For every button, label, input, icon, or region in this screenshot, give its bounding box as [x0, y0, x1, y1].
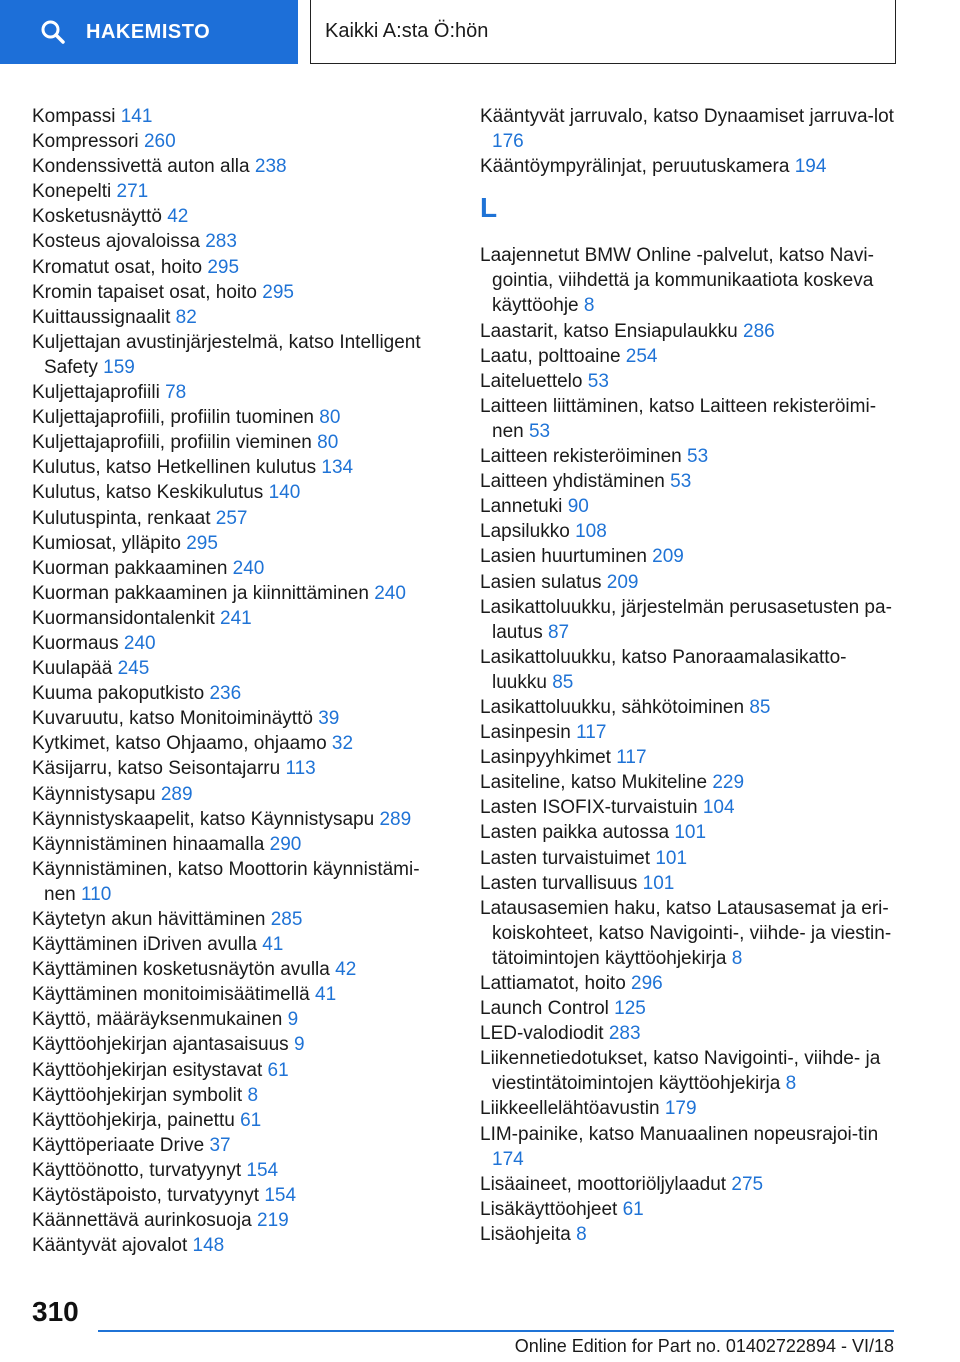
entry-term: Laajennetut BMW Online -palvelut, katso Navi-gointia, viihdettä ja kommunikaatiota koskeva käyttöohje — [480, 245, 874, 317]
entry-term: Käytetyn akun hävittäminen — [32, 909, 266, 930]
index-entry — [32, 656, 442, 681]
entry-page-link[interactable]: 240 — [232, 557, 265, 579]
entry-term: Kääntöympyrälinjat, peruutuskamera — [480, 156, 790, 178]
entry-page-link[interactable]: 159 — [103, 356, 135, 378]
entry-page-link[interactable]: 42 — [335, 959, 357, 981]
entry-page-link[interactable]: 41 — [262, 934, 284, 956]
entry-page-link[interactable]: 8 — [731, 947, 743, 969]
index-entry — [32, 1058, 442, 1083]
edition-footer: Online Edition for Part no. 01402722894 - VI/18 — [514, 1336, 894, 1356]
entry-page-link[interactable]: 85 — [552, 671, 574, 693]
index-entry — [32, 782, 442, 807]
entry-term: Kromin tapaiset osat, hoito — [32, 281, 257, 303]
entry-page-link[interactable]: 290 — [269, 833, 302, 855]
entry-term: Käyttöönotto, turvatyynyt — [32, 1159, 242, 1181]
index-list-l — [480, 243, 898, 1247]
entry-page-link[interactable]: 241 — [220, 607, 252, 629]
entry-term: Käyttäminen iDriven avulla — [32, 934, 257, 956]
search-tab[interactable] — [0, 0, 298, 64]
index-entry — [32, 330, 442, 380]
index-entry — [32, 506, 442, 531]
index-entry — [480, 745, 898, 770]
entry-term: Lasinpesin — [480, 722, 571, 744]
index-entry — [32, 1233, 442, 1258]
entry-page-link[interactable]: 289 — [160, 783, 193, 805]
entry-page-link[interactable]: 101 — [674, 822, 707, 844]
entry-term: Lasien sulatus — [480, 571, 602, 593]
entry-page-link[interactable]: 179 — [664, 1098, 697, 1120]
entry-page-link[interactable]: 9 — [287, 1009, 299, 1031]
search-tab-label: HAKEMISTO — [86, 20, 211, 43]
entry-term: Lasikattoluukku, katso Panoraamalasikatto-luukku — [480, 646, 847, 693]
entry-term: Käynnistyskaapelit, katso Käynnistysapu — [32, 808, 375, 830]
index-entry — [32, 1083, 442, 1108]
index-entry — [32, 932, 442, 957]
entry-page-link[interactable]: 78 — [165, 382, 187, 404]
entry-page-link[interactable]: 42 — [167, 206, 189, 228]
entry-page-link[interactable]: 285 — [270, 909, 303, 930]
index-entry — [32, 1183, 442, 1208]
entry-page-link[interactable]: 154 — [264, 1185, 297, 1207]
index-entry — [32, 280, 442, 305]
entry-term: Kuljettajaprofiili, profiilin tuominen — [32, 407, 314, 429]
entry-term: Käynnistäminen, katso Moottorin käynnistämi-nen — [32, 858, 420, 905]
page-number: 310 — [32, 1296, 79, 1327]
entry-page-link[interactable]: 289 — [379, 808, 412, 830]
entry-term: Kumiosat, ylläpito — [32, 532, 181, 554]
entry-page-link[interactable]: 101 — [642, 872, 675, 894]
entry-term: Käynnistäminen hinaamalla — [32, 833, 265, 855]
entry-term: Kääntyvät jarruvalo, katso Dynaamiset jarruva-lot — [480, 106, 894, 127]
index-entry — [32, 104, 442, 129]
entry-term: Käyttöohjekirjan ajantasaisuus — [32, 1034, 289, 1056]
entry-page-link[interactable]: 85 — [749, 696, 771, 718]
index-entry — [32, 706, 442, 731]
entry-term: Laastarit, katso Ensiapulaukku — [480, 320, 738, 342]
entry-page-link[interactable]: 209 — [652, 546, 684, 568]
entry-page-link[interactable]: 61 — [622, 1198, 644, 1220]
index-entry — [32, 982, 442, 1007]
entry-term: Kuorman pakkaaminen ja kiinnittäminen — [32, 582, 369, 604]
entry-page-link[interactable]: 254 — [625, 345, 658, 367]
entry-term: Lasikattoluukku, sähkötoiminen — [480, 696, 745, 718]
entry-page-link[interactable]: 108 — [575, 521, 607, 543]
entry-term: Laitteen rekisteröiminen — [480, 446, 682, 468]
entry-page-link[interactable]: 104 — [702, 797, 735, 819]
entry-term: Lasten ISOFIX-turvaistuin — [480, 797, 698, 819]
entry-term: Laitteen yhdistäminen — [480, 471, 665, 493]
index-entry — [32, 1007, 442, 1032]
entry-term: LED-valodiodit — [480, 1023, 604, 1045]
entry-page-link[interactable]: 295 — [186, 532, 218, 554]
entry-page-link[interactable]: 61 — [267, 1059, 289, 1081]
index-entry — [480, 243, 898, 318]
index-entry — [32, 229, 442, 254]
entry-term: Kuvaruutu, katso Monitoiminäyttö — [32, 708, 313, 730]
entry-term: Lasikattoluukku, järjestelmän perusasetusten pa-lautus — [480, 596, 892, 643]
footer-divider — [98, 1330, 894, 1332]
entry-term: Lasten turvallisuus — [480, 872, 638, 894]
index-entry — [480, 846, 898, 871]
index-entry — [480, 1096, 898, 1121]
entry-term: Lasien huurtuminen — [480, 546, 647, 568]
entry-page-link[interactable]: 134 — [321, 457, 354, 479]
entry-term: Laatu, polttoaine — [480, 345, 621, 367]
entry-term: Liikennetiedotukset, katso Navigointi-, viihde- ja viestintätoimintojen käyttöohjekirja — [480, 1048, 881, 1095]
entry-page-link[interactable]: 101 — [655, 847, 688, 869]
index-entry — [480, 394, 898, 444]
entry-page-link[interactable]: 295 — [262, 281, 294, 303]
entry-page-link[interactable]: 236 — [209, 683, 242, 705]
entry-term: Kosketusnäyttö — [32, 206, 162, 228]
entry-page-link[interactable]: 117 — [616, 747, 647, 769]
entry-page-link[interactable]: 61 — [240, 1109, 262, 1131]
entry-term: Kulutus, katso Hetkellinen kulutus — [32, 457, 317, 479]
entry-term: Lasinpyyhkimet — [480, 747, 611, 769]
entry-page-link[interactable]: 275 — [731, 1173, 764, 1195]
entry-page-link[interactable]: 53 — [587, 370, 609, 392]
index-column-right — [480, 104, 898, 1247]
entry-page-link[interactable]: 209 — [606, 571, 639, 593]
index-entry — [480, 570, 898, 595]
index-entry — [480, 1172, 898, 1197]
entry-page-link[interactable]: 37 — [209, 1134, 231, 1156]
entry-term: Laitteen liittäminen, katso Laitteen rekisteröimi-nen — [480, 395, 877, 442]
index-entry — [32, 1108, 442, 1133]
index-entry — [480, 795, 898, 820]
entry-term: Laiteluettelo — [480, 370, 583, 392]
section-title: Kaikki A:sta Ö:hön — [325, 20, 489, 42]
index-entry — [480, 1197, 898, 1222]
entry-term: Kuljettajaprofiili, profiilin vieminen — [32, 432, 312, 454]
entry-term: Käännettävä aurinkosuoja — [32, 1210, 252, 1232]
entry-page-link[interactable]: 80 — [317, 432, 339, 454]
index-entry — [32, 405, 442, 430]
entry-term: Lasiteline, katso Mukiteline — [480, 772, 708, 794]
index-entry — [32, 1158, 442, 1183]
entry-term: Liikkeellelähtöavustin — [480, 1098, 660, 1120]
section-letter-heading: L — [480, 192, 498, 224]
entry-term: Käyttö, määräyksenmukainen — [32, 1009, 283, 1031]
entry-page-link[interactable]: 154 — [246, 1159, 279, 1181]
entry-page-link[interactable]: 41 — [315, 984, 337, 1006]
entry-page-link[interactable]: 90 — [567, 496, 589, 518]
index-entry — [32, 1208, 442, 1233]
entry-page-link[interactable]: 8 — [583, 295, 595, 317]
index-entry — [480, 319, 898, 344]
index-entry — [32, 731, 442, 756]
entry-term: Kuittaussignaalit — [32, 306, 171, 328]
entry-page-link[interactable]: 260 — [143, 131, 176, 153]
entry-term: Käyttöohjekirjan esitystavat — [32, 1059, 263, 1081]
entry-term: Käyttäminen kosketusnäytön avulla — [32, 959, 330, 981]
index-entry — [480, 544, 898, 569]
index-entry — [480, 519, 898, 544]
index-entry — [32, 681, 442, 706]
entry-page-link[interactable]: 295 — [207, 256, 240, 278]
entry-page-link[interactable]: 39 — [318, 708, 340, 730]
index-entry — [480, 444, 898, 469]
index-entry — [480, 369, 898, 394]
entry-term: Kompassi — [32, 106, 116, 127]
index-entry — [32, 581, 442, 606]
entry-page-link[interactable]: 240 — [123, 632, 156, 654]
entry-term: Launch Control — [480, 998, 609, 1020]
entry-page-link[interactable]: 296 — [631, 973, 663, 994]
entry-page-link[interactable]: 271 — [116, 181, 149, 203]
index-entry — [480, 595, 898, 645]
index-entry — [480, 154, 898, 179]
search-icon — [40, 19, 66, 45]
index-entry — [32, 531, 442, 556]
entry-term: Lannetuki — [480, 496, 563, 518]
entry-term: Kuormansidontalenkit — [32, 607, 215, 629]
entry-term: Kromatut osat, hoito — [32, 256, 203, 278]
index-entry — [480, 770, 898, 795]
entry-term: Käyttöperiaate Drive — [32, 1134, 205, 1156]
entry-page-link[interactable]: 53 — [687, 446, 709, 468]
index-entry — [480, 469, 898, 494]
entry-term: Kuormaus — [32, 632, 119, 654]
index-entry — [480, 820, 898, 845]
index-entry — [480, 695, 898, 720]
entry-page-link[interactable]: 87 — [547, 621, 570, 643]
entry-term: Kuorman pakkaaminen — [32, 557, 228, 579]
entry-page-link[interactable]: 141 — [120, 106, 153, 127]
entry-term: Kulutus, katso Keskikulutus — [32, 482, 264, 504]
entry-term: Konepelti — [32, 181, 112, 203]
entry-term: Latausasemien haku, katso Latausasemat ja eri-koiskohteet, katso Navigointi-, viihde- ja viestin-tätoimintojen käyttöohjekirja — [480, 897, 892, 969]
index-entry — [32, 756, 442, 781]
index-entry — [32, 380, 442, 405]
entry-term: LIM-painike, katso Manuaalinen nopeusrajoi-tin — [480, 1123, 879, 1145]
index-entry — [480, 720, 898, 745]
entry-page-link[interactable]: 110 — [80, 883, 112, 905]
index-entry — [480, 1122, 898, 1172]
index-entry — [32, 154, 442, 179]
entry-page-link[interactable]: 194 — [794, 156, 827, 178]
entry-term: Kuuma pakoputkisto — [32, 683, 205, 705]
index-entry — [480, 494, 898, 519]
entry-page-link[interactable]: 53 — [528, 420, 551, 442]
entry-page-link[interactable]: 286 — [743, 320, 775, 342]
index-entry — [32, 255, 442, 280]
index-entry — [32, 857, 442, 907]
index-entry — [32, 305, 442, 330]
entry-term: Lattiamatot, hoito — [480, 973, 626, 994]
entry-page-link[interactable]: 219 — [257, 1210, 289, 1232]
entry-page-link[interactable]: 229 — [712, 772, 745, 794]
index-entry — [32, 480, 442, 505]
entry-term: Kulutuspinta, renkaat — [32, 507, 211, 529]
index-entry — [480, 1046, 898, 1096]
entry-term: Käsijarru, katso Seisontajarru — [32, 758, 281, 780]
index-entry — [32, 807, 442, 832]
index-entry — [480, 1222, 898, 1247]
entry-page-link[interactable]: 32 — [331, 733, 354, 755]
entry-term: Lisäohjeita — [480, 1223, 571, 1245]
entry-page-link[interactable]: 140 — [268, 482, 301, 504]
entry-term: Lisäkäyttöohjeet — [480, 1198, 618, 1220]
entry-term: Käyttöohjekirjan symbolit — [32, 1084, 243, 1106]
entry-term: Kuljettajan avustinjärjestelmä, katso Intelligent Safety — [32, 331, 421, 378]
index-entry — [480, 971, 898, 996]
index-entry — [480, 645, 898, 695]
entry-page-link[interactable]: 240 — [374, 582, 406, 604]
entry-page-link[interactable]: 82 — [175, 306, 197, 328]
index-entry — [32, 455, 442, 480]
entry-term: Lasten turvaistuimet — [480, 847, 651, 869]
entry-page-link[interactable]: 113 — [285, 758, 316, 780]
index-entry — [32, 631, 442, 656]
index-entry — [32, 556, 442, 581]
index-entry — [480, 871, 898, 896]
index-list-k-continued — [480, 104, 898, 179]
index-entry — [480, 896, 898, 971]
entry-term: Kosteus ajovaloissa — [32, 231, 200, 253]
entry-term: Kompressori — [32, 131, 139, 153]
entry-page-link[interactable]: 125 — [614, 998, 646, 1020]
entry-page-link[interactable]: 176 — [492, 131, 524, 153]
entry-page-link[interactable]: 257 — [215, 507, 248, 529]
entry-term: Lisäaineet, moottoriöljylaadut — [480, 1173, 727, 1195]
index-entry — [32, 832, 442, 857]
entry-page-link[interactable]: 53 — [670, 471, 692, 493]
index-entry — [480, 104, 898, 154]
index-entry — [32, 1133, 442, 1158]
entry-term: Käyttäminen monitoimisäätimellä — [32, 984, 310, 1006]
entry-page-link[interactable]: 8 — [576, 1223, 587, 1245]
index-entry — [480, 996, 898, 1021]
entry-term: Kuulapää — [32, 658, 113, 680]
index-entry — [480, 344, 898, 369]
index-entry — [480, 1021, 898, 1046]
entry-page-link[interactable]: 117 — [576, 722, 607, 744]
entry-page-link[interactable]: 80 — [319, 407, 341, 429]
entry-page-link[interactable]: 174 — [492, 1148, 524, 1170]
entry-page-link[interactable]: 283 — [608, 1023, 641, 1045]
entry-term: Kääntyvät ajovalot — [32, 1235, 188, 1257]
entry-page-link[interactable]: 8 — [785, 1073, 797, 1095]
entry-term: Kytkimet, katso Ohjaamo, ohjaamo — [32, 733, 327, 755]
entry-page-link[interactable]: 148 — [192, 1235, 225, 1257]
entry-term: Lasten paikka autossa — [480, 822, 670, 844]
entry-page-link[interactable]: 245 — [117, 658, 150, 680]
index-column-left — [32, 104, 442, 1258]
index-entry — [32, 204, 442, 229]
entry-term: Lapsilukko — [480, 521, 570, 543]
index-entry — [32, 907, 442, 932]
entry-term: Käynnistysapu — [32, 783, 156, 805]
section-title-tab[interactable] — [310, 0, 896, 64]
index-entry — [32, 606, 442, 631]
entry-page-link[interactable]: 238 — [254, 156, 287, 178]
index-entry — [32, 129, 442, 154]
index-entry — [32, 430, 442, 455]
entry-page-link[interactable]: 8 — [247, 1084, 259, 1106]
entry-term: Kuljettajaprofiili — [32, 382, 160, 404]
index-entry — [32, 179, 442, 204]
index-entry — [32, 957, 442, 982]
entry-term: Käytöstäpoisto, turvatyynyt — [32, 1185, 260, 1207]
entry-term: Kondenssivettä auton alla — [32, 156, 250, 178]
entry-page-link[interactable]: 9 — [293, 1034, 305, 1056]
entry-page-link[interactable]: 283 — [205, 231, 237, 253]
entry-term: Käyttöohjekirja, painettu — [32, 1109, 235, 1131]
index-entry — [32, 1032, 442, 1057]
